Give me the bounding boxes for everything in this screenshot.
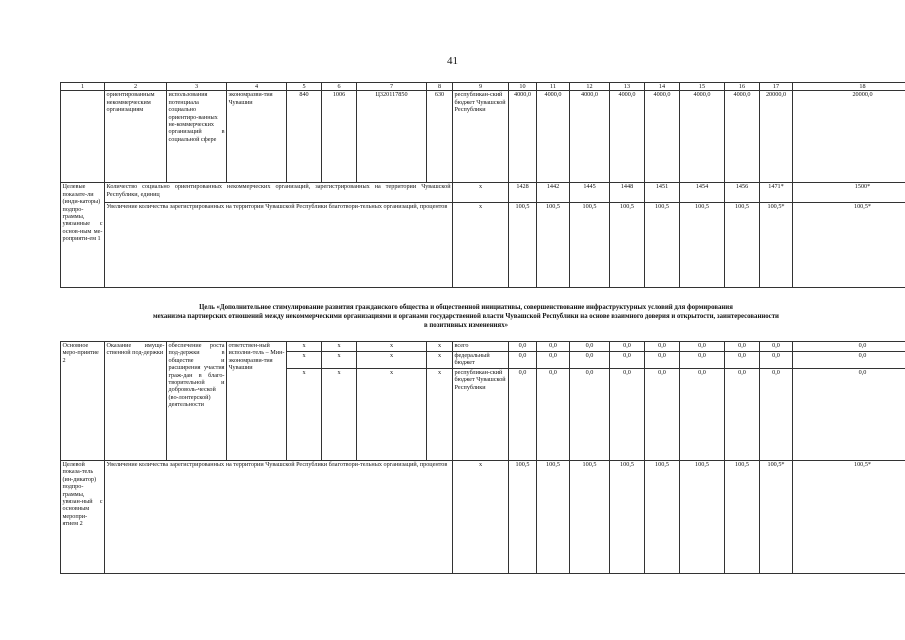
activity-value: 20000,0	[760, 91, 793, 183]
measure-value: 0,0	[537, 342, 570, 352]
measure-code: x	[322, 352, 357, 369]
measure-value: 0,0	[645, 342, 680, 352]
measure-value: 0,0	[570, 352, 610, 369]
measure-executor: ответствен-ный исполни-тель – Мин-экономразви-тия Чувашии	[227, 342, 287, 461]
measure-code: x	[322, 369, 357, 461]
column-number: 7	[357, 83, 427, 91]
measure-code: x	[427, 342, 453, 352]
indicator-x: x	[453, 461, 509, 574]
measure-code: x	[427, 352, 453, 369]
indicator-value: 100,5*	[793, 203, 905, 288]
indicator-row	[61, 183, 905, 203]
measure-code: x	[287, 342, 322, 352]
measure-value: 0,0	[680, 352, 725, 369]
activity-executor: экономразви-тия Чувашии	[227, 91, 287, 183]
activity-expense-code: 630	[427, 91, 453, 183]
measure-code: x	[287, 369, 322, 461]
measure-name: Оказание имуще-ственной под-держки	[105, 342, 167, 461]
indicator-value: 100,5*	[793, 461, 905, 574]
measure-funding-source: республикан-ский бюджет Чувашской Республики	[453, 369, 509, 461]
column-number: 17	[760, 83, 793, 91]
activity-value: 4000,0	[570, 91, 610, 183]
activity-col1	[61, 91, 105, 183]
measure-funding-source: всего	[453, 342, 509, 352]
measure-value: 0,0	[793, 352, 905, 369]
column-number: 10	[509, 83, 537, 91]
page-number: 41	[447, 55, 458, 67]
indicator-value: 100,5	[645, 461, 680, 574]
column-number: 8	[427, 83, 453, 91]
goal-heading-line: механизма партнерских отношений между некоммерческими организациями и органами государственной власти Чувашской Республики на основе взаимного доверия и открытости, заинтересованности	[153, 312, 779, 320]
column-number: 16	[725, 83, 760, 91]
activity-grbs-code: 840	[287, 91, 322, 183]
activity-target-code: Ц320117850	[357, 91, 427, 183]
measure-value: 0,0	[645, 369, 680, 461]
column-number: 11	[537, 83, 570, 91]
column-number: 5	[287, 83, 322, 91]
indicator-text: Увеличение количества зарегистрированных на территории Чувашской Республики благотвори-тельных организаций, процентов	[105, 203, 453, 288]
activity-value: 20000,0	[793, 91, 905, 183]
measure-value: 0,0	[725, 369, 760, 461]
measure-value: 0,0	[760, 352, 793, 369]
activity-value: 4000,0	[645, 91, 680, 183]
column-number: 12	[570, 83, 610, 91]
column-number: 3	[167, 83, 227, 91]
activity-section-code: 1006	[322, 91, 357, 183]
indicator-row	[61, 203, 905, 288]
measure-value: 0,0	[760, 369, 793, 461]
indicator-value: 100,5	[645, 203, 680, 288]
measure-value: 0,0	[509, 369, 537, 461]
activity-row	[61, 91, 905, 183]
measure-value: 0,0	[610, 369, 645, 461]
indicator-value: 100,5	[537, 203, 570, 288]
indicator-value: 100,5*	[760, 461, 793, 574]
column-number: 14	[645, 83, 680, 91]
indicator-value: 1445	[570, 183, 610, 203]
indicator-value: 100,5	[725, 203, 760, 288]
indicator-value: 100,5	[570, 203, 610, 288]
column-number: 1	[61, 83, 105, 91]
indicator-value: 1456	[725, 183, 760, 203]
column-number-row	[61, 83, 905, 91]
program-table-part-2	[60, 341, 905, 574]
measure-value: 0,0	[793, 342, 905, 352]
indicator-value: 1471*	[760, 183, 793, 203]
measure-label: Основное меро-приятие 2	[61, 342, 105, 461]
activity-name: ориентированным некоммерческим организациям	[105, 91, 167, 183]
column-number: 6	[322, 83, 357, 91]
indicator-label: Целевой показа-тель (ин-дикатор) подпро-граммы, увязан-ный с основным меропри-ятием 2	[61, 461, 105, 574]
column-number: 15	[680, 83, 725, 91]
measure-value: 0,0	[509, 352, 537, 369]
activity-funding-source: республикан-ский бюджет Чувашской Республики	[453, 91, 509, 183]
indicator-text: Количество социально ориентированных некоммерческих организаций, зарегистрированных на территории Чувашской Республики, единиц	[105, 183, 453, 203]
indicator-value: 1428	[509, 183, 537, 203]
indicator-value: 100,5	[610, 461, 645, 574]
measure-code: x	[357, 352, 427, 369]
measure-code: x	[427, 369, 453, 461]
indicator-value: 100,5*	[760, 203, 793, 288]
activity-value: 4000,0	[509, 91, 537, 183]
indicator-value: 1451	[645, 183, 680, 203]
measure-value: 0,0	[537, 369, 570, 461]
measure-value: 0,0	[509, 342, 537, 352]
indicator-text: Увеличение количества зарегистрированных на территории Чувашской Республики благотвори-тельных организаций, процентов	[105, 461, 453, 574]
measure-value: 0,0	[760, 342, 793, 352]
column-number: 2	[105, 83, 167, 91]
measure-row	[61, 342, 905, 352]
activity-value: 4000,0	[680, 91, 725, 183]
indicator-value: 100,5	[509, 203, 537, 288]
measure-funding-source: федеральный бюджет	[453, 352, 509, 369]
goal-heading	[60, 304, 872, 330]
measure-value: 0,0	[610, 342, 645, 352]
indicator-row	[61, 461, 905, 574]
activity-value: 4000,0	[610, 91, 645, 183]
column-number: 13	[610, 83, 645, 91]
indicator-value: 100,5	[509, 461, 537, 574]
measure-code: x	[357, 369, 427, 461]
program-table-part-1	[60, 82, 905, 288]
indicator-value: 100,5	[570, 461, 610, 574]
column-number: 9	[453, 83, 509, 91]
measure-value: 0,0	[570, 342, 610, 352]
indicator-value: 1500*	[793, 183, 905, 203]
indicator-value: 100,5	[680, 203, 725, 288]
activity-value: 4000,0	[537, 91, 570, 183]
indicators-label: Целевые показате-ли (инди-каторы) подпро-граммы, увязанные с основ-ным ме-роприяти-ем 1	[61, 183, 105, 288]
indicator-value: 100,5	[725, 461, 760, 574]
activity-goal: использования потенциала социально ориентиро-ванных не-коммерческих организаций в социальной сфере	[167, 91, 227, 183]
goal-heading-line: Цель «Дополнительное стимулирование развития гражданского общества и общественной инициативы, совершенствование инфраструктурных условий для формирования	[199, 304, 733, 311]
goal-heading-line: в позитивных изменениях»	[423, 321, 508, 329]
measure-code: x	[357, 342, 427, 352]
indicator-value: 100,5	[610, 203, 645, 288]
column-number: 18	[793, 83, 905, 91]
measure-code: x	[287, 352, 322, 369]
measure-value: 0,0	[570, 369, 610, 461]
activity-value: 4000,0	[725, 91, 760, 183]
measure-value: 0,0	[725, 342, 760, 352]
indicator-value: 100,5	[680, 461, 725, 574]
measure-value: 0,0	[793, 369, 905, 461]
measure-value: 0,0	[610, 352, 645, 369]
indicator-value: 1442	[537, 183, 570, 203]
measure-value: 0,0	[537, 352, 570, 369]
indicator-x: x	[453, 203, 509, 288]
indicator-value: 1454	[680, 183, 725, 203]
column-number: 4	[227, 83, 287, 91]
measure-code: x	[322, 342, 357, 352]
measure-value: 0,0	[680, 369, 725, 461]
indicator-value: 1448	[610, 183, 645, 203]
indicator-value: 100,5	[537, 461, 570, 574]
measure-value: 0,0	[645, 352, 680, 369]
indicator-x: x	[453, 183, 509, 203]
measure-value: 0,0	[725, 352, 760, 369]
measure-value: 0,0	[680, 342, 725, 352]
measure-goal: обеспечение роста под-держки в обществе и расширения участия граж-дан в благо-творительной и доброволь-ческой (во-лонтерской) деятельности	[167, 342, 227, 461]
